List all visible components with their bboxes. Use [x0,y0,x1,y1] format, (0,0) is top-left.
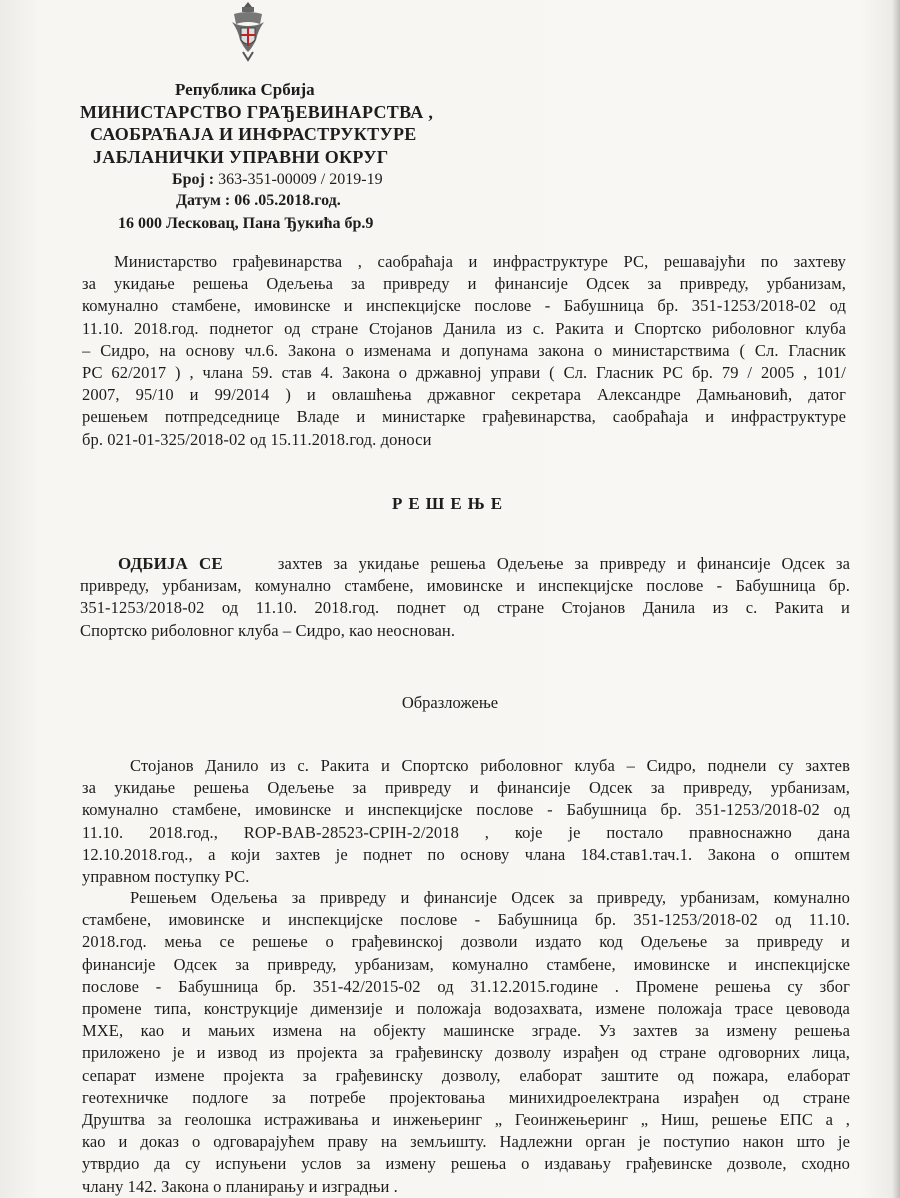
text-line: Министарство грађевинарства , саобраћаја и инфраструктуре РС, решавајући по захтеву [114,252,846,271]
reasoning-title: Образложење [401,693,499,712]
document-number-label: Број : [172,171,215,188]
text-line: сепарат измене пројекта за грађевинску дозволу, елаборат заштите од пожара, елаборат [82,1065,850,1085]
text-line: комунално стамбене, имовинске и инспекцијске послове - Бабушница бр. 351-1253/2018-02 од [82,800,850,820]
intro-paragraph [82,251,846,451]
republic-name: Република Србија [175,80,315,99]
text-line: 11.10. 2018.год. поднетог од стране Стојанов Данила из с. Ракита и Спортско риболовног клуба [82,318,846,338]
text-line: стамбене, имовинске и инспекцијске послове - Бабушница бр. 351-1253/2018-02 од 11.10. [82,910,850,930]
decision-lead: ОДБИЈА СЕ [118,554,223,573]
text-line: Решењем Одељења за привреду и финансије Одсек за привреду, урбанизам, комунално [130,888,850,907]
text-line: – Сидро, на основу чл.6. Закона о изменама и допунама закона о министарствима ( Сл. Гласник [82,340,846,360]
ministry-name-line2: САОБРАЋАЈА И ИНФРАСТРУКТУРЕ [90,124,417,144]
page-edge-shadow [892,0,900,1198]
text-line: решењем потпредседнице Владе и министарке грађевинарства, саобраћаја и инфраструктуре [82,407,846,427]
text-line: геотехничке подлоге за потребе пројектовања минихидроелектрана израђен од стране [82,1087,850,1107]
text-line: 2007, 95/10 и 99/2014 ) и овлашћења државног секретара Александре Дамњановић, датог [82,385,846,405]
text-line: Друштва за геолошка истраживања и инжењеринг „ Геоинжењеринг „ Ниш, решење ЕПС а , [82,1110,850,1130]
text-line: као и доказ о одговарајућем праву на земљишту. Надлежни орган је поступио након што је [82,1132,850,1152]
text-line: управном поступку РС. [82,867,250,887]
document-number [172,171,383,189]
text-line: утврдио да су испуњени услов за измену решења о издавању грађевинске дозволе, сходно [82,1154,850,1174]
text-line: Спортско риболовног клуба – Сидро, као неоснован. [80,620,456,640]
district-name: ЈАБЛАНИЧКИ УПРАВНИ ОКРУГ [93,147,389,167]
serbian-coat-of-arms-icon [228,0,268,62]
office-address: 16 000 Лесковац, Пана Ђукића бр.9 [118,215,374,232]
text-line: комунално стамбене, имовинске и инспекцијске послове - Бабушница бр. 351-1253/2018-02 од [82,296,846,316]
text-line: финансије Одсек за привреду, урбанизам, комунално стамбене, имовинске и инспекцијске [82,954,850,974]
text-line: за укидање решења Одељења за привреду и финансије Одсек за привреду, урбанизам, [82,274,846,294]
text-line: 2018.год. мења се решење о грађевинској дозволи издато код Одељење за привреду и [82,932,850,952]
text-line: промене типа, конструкције димензије и положаја водозахвата, измене положаја трасе цевовода [82,999,850,1019]
decision-text: захтев за укидање решења Одељење за привреду и финансије Одсек за [277,554,850,573]
ministry-name-line1: МИНИСТАРСТВО ГРАЂЕВИНАРСТВА , [80,102,434,122]
text-line: 12.10.2018.год., а који захтев је поднет по основу члана 184.став1.тач.1. Закона о општем [82,844,850,864]
document-number-value: 363-351-00009 / 2019-19 [218,171,383,188]
text-line: Стојанов Данило из с. Ракита и Спортско риболовног клуба – Сидро, поднели су захтев [130,756,850,775]
reasoning-paragraph-1 [82,755,850,888]
text-line: МХЕ, као и мањих измена на објекту машинске зграде. Уз захтев за измену решења [82,1021,850,1041]
decision-paragraph [80,553,850,642]
text-line: РС 62/2017 ) , члана 59. став 4. Закона о државној управи ( Сл. Гласник РС бр. 79 / 2005 , 101/ [82,363,846,383]
decision-title: РЕШЕЊЕ [391,494,509,513]
reasoning-paragraph-2 [82,887,850,1198]
text-line: за укидање решења Одељење за привреду и финансије Одсек за привреду, урбанизам, [82,778,850,798]
text-line: члану 142. Закона о планирању и изградњи . [82,1176,398,1196]
text-line: бр. 021-01-325/2018-02 од 15.11.2018.год. доноси [82,429,432,449]
text-line [80,553,850,575]
text-line: приложено је и извод из пројекта за грађевинску дозволу израђен од стране одговорних лица, [82,1043,850,1063]
text-line: 11.10. 2018.год., ROP-BAB-28523-CPIH-2/2018 , које је постало правноснажно дана [82,822,850,842]
document-date: Датум : 06 .05.2018.год. [176,192,341,209]
text-line: 351-1253/2018-02 од 11.10. 2018.год. поднет од стране Стојанов Данила из с. Ракита и [80,598,850,618]
text-line: привреду, урбанизам, комунално стамбене, имовинске и инспекцијске послове - Бабушница бр. [80,576,850,596]
text-line: послове - Бабушница бр. 351-42/2015-02 од 31.12.2015.године . Промене решења су због [82,976,850,996]
